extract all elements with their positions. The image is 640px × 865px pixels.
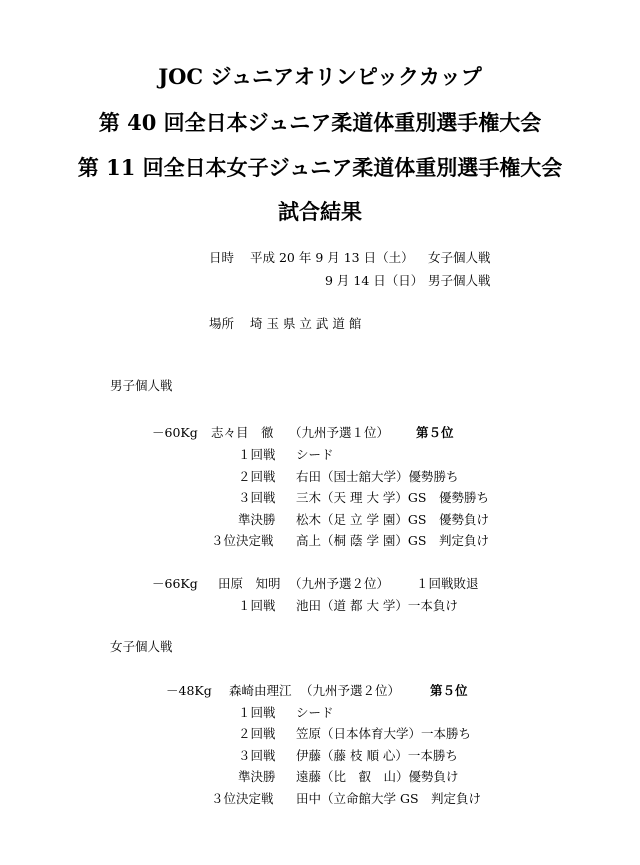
title-line-3: 第 11 回全日本女子ジュニア柔道体重別選手権大会 (77, 155, 563, 180)
weight-class: －60Kg (152, 425, 198, 440)
bout-round: １回戦 (238, 447, 276, 462)
weight-class: －66Kg (152, 576, 198, 591)
athlete-name: 志々目 徹 (211, 425, 274, 440)
bout-detail: 池田（道 都 大 学）一本負け (296, 598, 458, 613)
qualification: （九州予選２位） (300, 683, 401, 698)
date-label: 日時 (209, 250, 235, 265)
weight-class: －48Kg (166, 683, 212, 698)
qualification: （九州予選１位） (289, 425, 390, 440)
final-result: １回戦敗退 (416, 576, 479, 591)
athlete-name: 田原 知明 (218, 576, 281, 591)
bout-round: ２回戦 (238, 726, 276, 741)
bout-round: 準決勝 (238, 769, 276, 784)
date-1: 平成 20 年 9 月 13 日（土） (250, 250, 414, 265)
bout-round: ３位決定戦 (211, 791, 274, 806)
bout-detail: 伊藤（藤 枝 順 心）一本勝ち (296, 748, 458, 763)
men-heading: 男子個人戦 (110, 378, 173, 393)
bout-detail: 三木（天 理 大 学）GS 優勢勝ち (296, 490, 489, 505)
bout-detail: 松木（足 立 学 園）GS 優勢負け (296, 512, 489, 527)
date-2: 9 月 14 日（日） (325, 273, 424, 288)
title-line-4: 試合結果 (278, 199, 362, 224)
final-result: 第５位 (430, 683, 468, 698)
bout-detail: 遠藤（比 叡 山）優勢負け (296, 769, 459, 784)
bout-detail: 田中（立命館大学 GS 判定負け (296, 791, 482, 806)
qualification: （九州予選２位） (289, 576, 390, 591)
bout-detail: シード (296, 447, 334, 462)
bout-round: ３回戦 (238, 748, 276, 763)
women-heading: 女子個人戦 (110, 639, 173, 654)
bout-detail: 笠原（日本体育大学）一本勝ち (296, 726, 472, 741)
bout-round: ３回戦 (238, 490, 276, 505)
title-line-1: JOC ジュニアオリンピックカップ (158, 64, 482, 89)
title-line-2: 第 40 回全日本ジュニア柔道体重別選手権大会 (98, 110, 542, 135)
bout-round: １回戦 (238, 705, 276, 720)
bout-detail: 右田（国士舘大学）優勢勝ち (296, 469, 459, 484)
date-2-event: 男子個人戦 (428, 273, 491, 288)
bout-detail: 高上（桐 蔭 学 園）GS 判定負け (296, 533, 489, 548)
venue-label: 場所 (209, 316, 235, 331)
date-1-event: 女子個人戦 (428, 250, 491, 265)
venue: 埼 玉 県 立 武 道 館 (250, 316, 362, 331)
bout-round: ３位決定戦 (211, 533, 274, 548)
bout-round: ２回戦 (238, 469, 276, 484)
final-result: 第５位 (416, 425, 454, 440)
bout-round: 準決勝 (238, 512, 276, 527)
athlete-name: 森崎由理江 (229, 683, 292, 698)
bout-round: １回戦 (238, 598, 276, 613)
bout-detail: シード (296, 705, 334, 720)
